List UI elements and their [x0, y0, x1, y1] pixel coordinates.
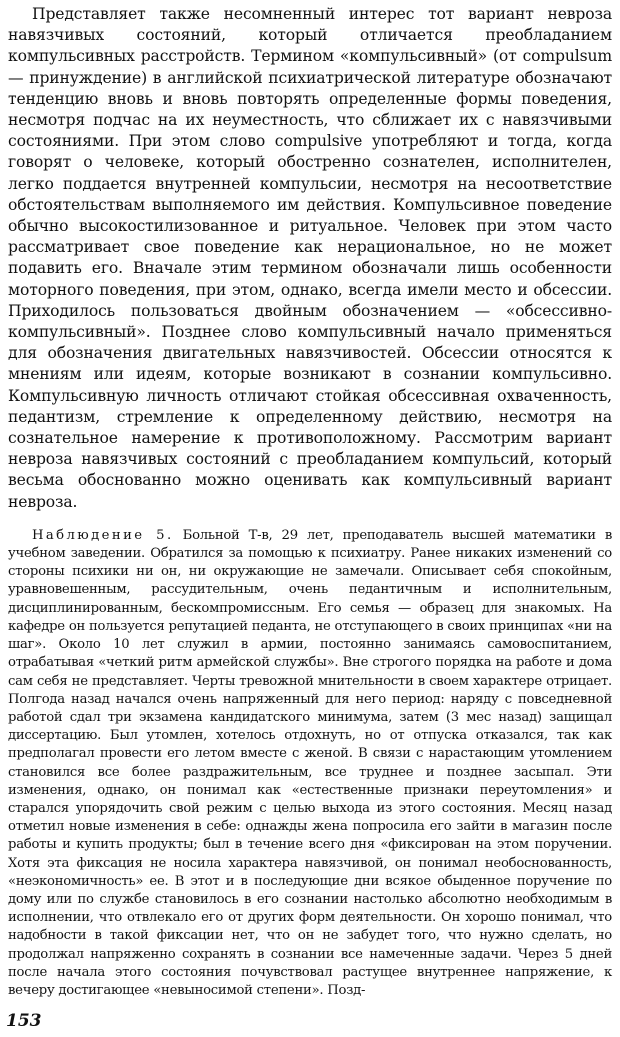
page-number: 153 [6, 1011, 42, 1031]
observation-paragraph [8, 527, 612, 1000]
observation-text: Больной Т-в, 29 лет, преподаватель высшей математики в учебном заведении. Обратился за помощью к психиатру. Ранее никаких изменений со стороны психики ни он, ни окружающие не замечали. Описывает себя спокойным, уравновешенным, рассудительным, очень педантичным и исполнительным, дисциплинированным, бескомпромиссным. Его семья — образец для знакомых. На кафедре он пользуется репутацией педанта, не отступающего в своих принципах «ни на шаг». Около 10 лет служил в армии, постоянно занимаясь самовоспитанием, отрабатывая «четкий ритм армейской службы». Вне строгого порядка на работе и дома сам себя не представляет. Черты тревожной мнительности в своем характере отрицает. Полгода назад начался очень напряженный для него период: наряду с повседневной работой сдал три экзамена кандидатского минимума, затем (3 мес назад) защищал диссертацию. Был утомлен, хотелось отдохнуть, но от отпуска отказался, так как предполагал провести его летом вместе с женой. В связи с нарастающим утомлением становился все более раздражительным, все труднее и позднее засыпал. Эти изменения, однако, он понимал как «естественные признаки переутомления» и старался упорядочить свой режим с целью выхода из этого состояния. Месяц назад отметил новые изменения в себе: однажды жена попросила его зайти в магазин после работы и купить продукты; был в течение всего дня «фиксирован на этом поручении. Хотя эта фиксация не носила характера навязчивой, он понимал необоснованность, «неэкономичность» ее. В этот и в последующие дни всякое обыденное поручение по дому или по службе становилось в его сознании настолько абсолютно необходимым в исполнении, что отвлекало его от других форм деятельности. Он хорошо понимал, что надобности в такой фиксации нет, что он не забудет того, что нужно сделать, но продолжал напряженно сохранять в сознании все намеченные задачи. Через 5 дней после начала этого состояния почувствовал растущее внутреннее напряжение, к вечеру достигающее «невыносимой степени». Позд- [8, 527, 612, 998]
observation-label: Наблюдение 5. [32, 527, 174, 543]
main-paragraph: Представляет также несомненный интерес тот вариант невроза навязчивых состояний, который отличается преобладанием компульсивных расстройств. Термином «компульсивный» (от compulsum — принуждение) в английской психиатрической литературе обозначают тенденцию вновь и вновь повторять определенные формы поведения, несмотря подчас на их неуместность, что сближает их с навязчивыми состояниями. При этом слово compulsive употребляют и тогда, когда говорят о человеке, который обостренно сознателен, исполнителен, легко поддается внутренней компульсии, несмотря на несоответствие обстоятельствам выполняемого им действия. Компульсивное поведение обычно высокостилизованное и ритуальное. Человек при этом часто рассматривает свое поведение как нерациональное, но не может подавить его. Вначале этим термином обозначали лишь особенности моторного поведения, при этом, однако, всегда имели место и обсессии. Приходилось пользоваться двойным обозначением — «обсессивно-компульсивный». Позднее слово компульсивный начало применяться для обозначения двигательных навязчивостей. Обсессии относятся к мнениям или идеям, которые возникают в сознании компульсивно. Компульсивную личность отличают стойкая обсессивная охваченность, педантизм, стремление к определенному действию, несмотря на сознательное намерение к противоположному. Рассмотрим вариант невроза навязчивых состояний с преобладанием компульсий, который весьма обоснованно можно оценивать как компульсивный вариант невроза. [8, 5, 612, 511]
